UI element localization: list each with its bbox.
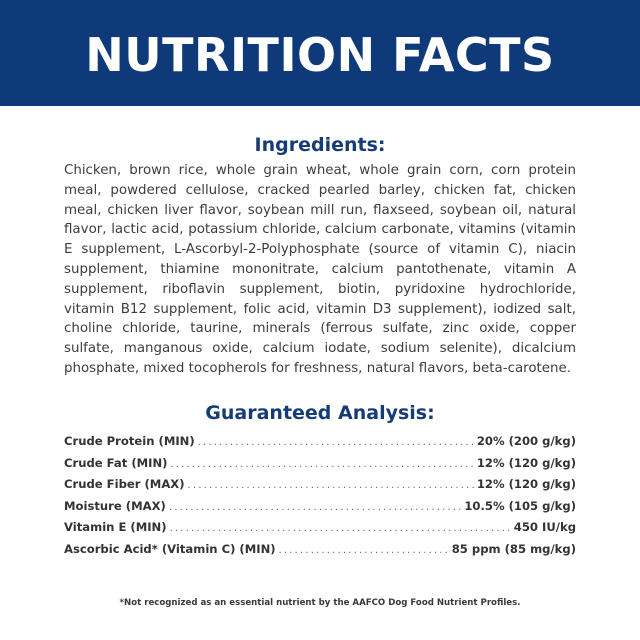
analysis-label: Vitamin E (MIN) <box>64 520 167 535</box>
analysis-row-moisture <box>64 499 576 521</box>
analysis-value: 12% (120 g/kg) <box>476 477 576 492</box>
leader-dots <box>188 480 474 491</box>
analysis-value: 20% (200 g/kg) <box>476 434 576 448</box>
footnote: *Not recognized as an essential nutrient by the AAFCO Dog Food Nutrient Profiles. <box>119 598 521 608</box>
ingredients-heading: Ingredients: <box>254 134 386 156</box>
analysis-row-ascorbic-acid <box>64 542 576 564</box>
analysis-label: Crude Fat (MIN) <box>64 455 168 470</box>
analysis-value: 10.5% (105 g/kg) <box>464 498 576 513</box>
guaranteed-analysis-heading: Guaranteed Analysis: <box>205 402 435 424</box>
ingredients-text: Chicken, brown rice, whole grain wheat, whole grain corn, corn protein meal, powdered cellulose, cracked pearled barley, chicken fat, chicken meal, chicken liver flavor, soybean mill run, flaxseed, soybean oil, natural flavor, lactic acid, potassium chloride, calcium carbonate, vitamins (vitamin E supplement, L-Ascorbyl-2-Polyphosphate (source of vitamin C), niacin supplement, thiamine mononitrate, calcium pantothenate, vitamin A supplement, riboflavin supplement, biotin, pyridoxine hydrochloride, vitamin B12 supplement, folic acid, vitamin D3 supplement), iodized salt, choline chloride, taurine, minerals (ferrous sulfate, zinc oxide, copper sulfate, manganous oxide, calcium iodate, sodium selenite), dicalcium phosphate, mixed tocopherols for freshness, natural flavors, beta-carotene. <box>64 163 576 376</box>
analysis-label: Crude Fiber (MAX) <box>64 477 185 492</box>
analysis-label: Moisture (MAX) <box>64 498 166 513</box>
analysis-value: 450 IU/kg <box>513 520 576 535</box>
guaranteed-analysis-list <box>64 434 576 564</box>
analysis-value: 12% (120 g/kg) <box>476 455 576 470</box>
header-banner <box>0 0 640 106</box>
leader-dots <box>170 523 511 534</box>
leader-dots <box>198 437 474 448</box>
leader-dots <box>279 545 449 556</box>
leader-dots <box>169 502 462 513</box>
leader-dots <box>170 459 473 470</box>
analysis-label: Crude Protein (MIN) <box>64 434 195 448</box>
analysis-row-crude-fat <box>64 456 576 478</box>
analysis-value: 85 ppm (85 mg/kg) <box>451 541 576 556</box>
analysis-row-vitamin-e <box>64 520 576 542</box>
analysis-row-crude-protein <box>64 434 576 456</box>
analysis-row-crude-fiber <box>64 477 576 499</box>
analysis-label: Ascorbic Acid* (Vitamin C) (MIN) <box>64 541 276 556</box>
page-title: NUTRITION FACTS <box>85 28 555 82</box>
